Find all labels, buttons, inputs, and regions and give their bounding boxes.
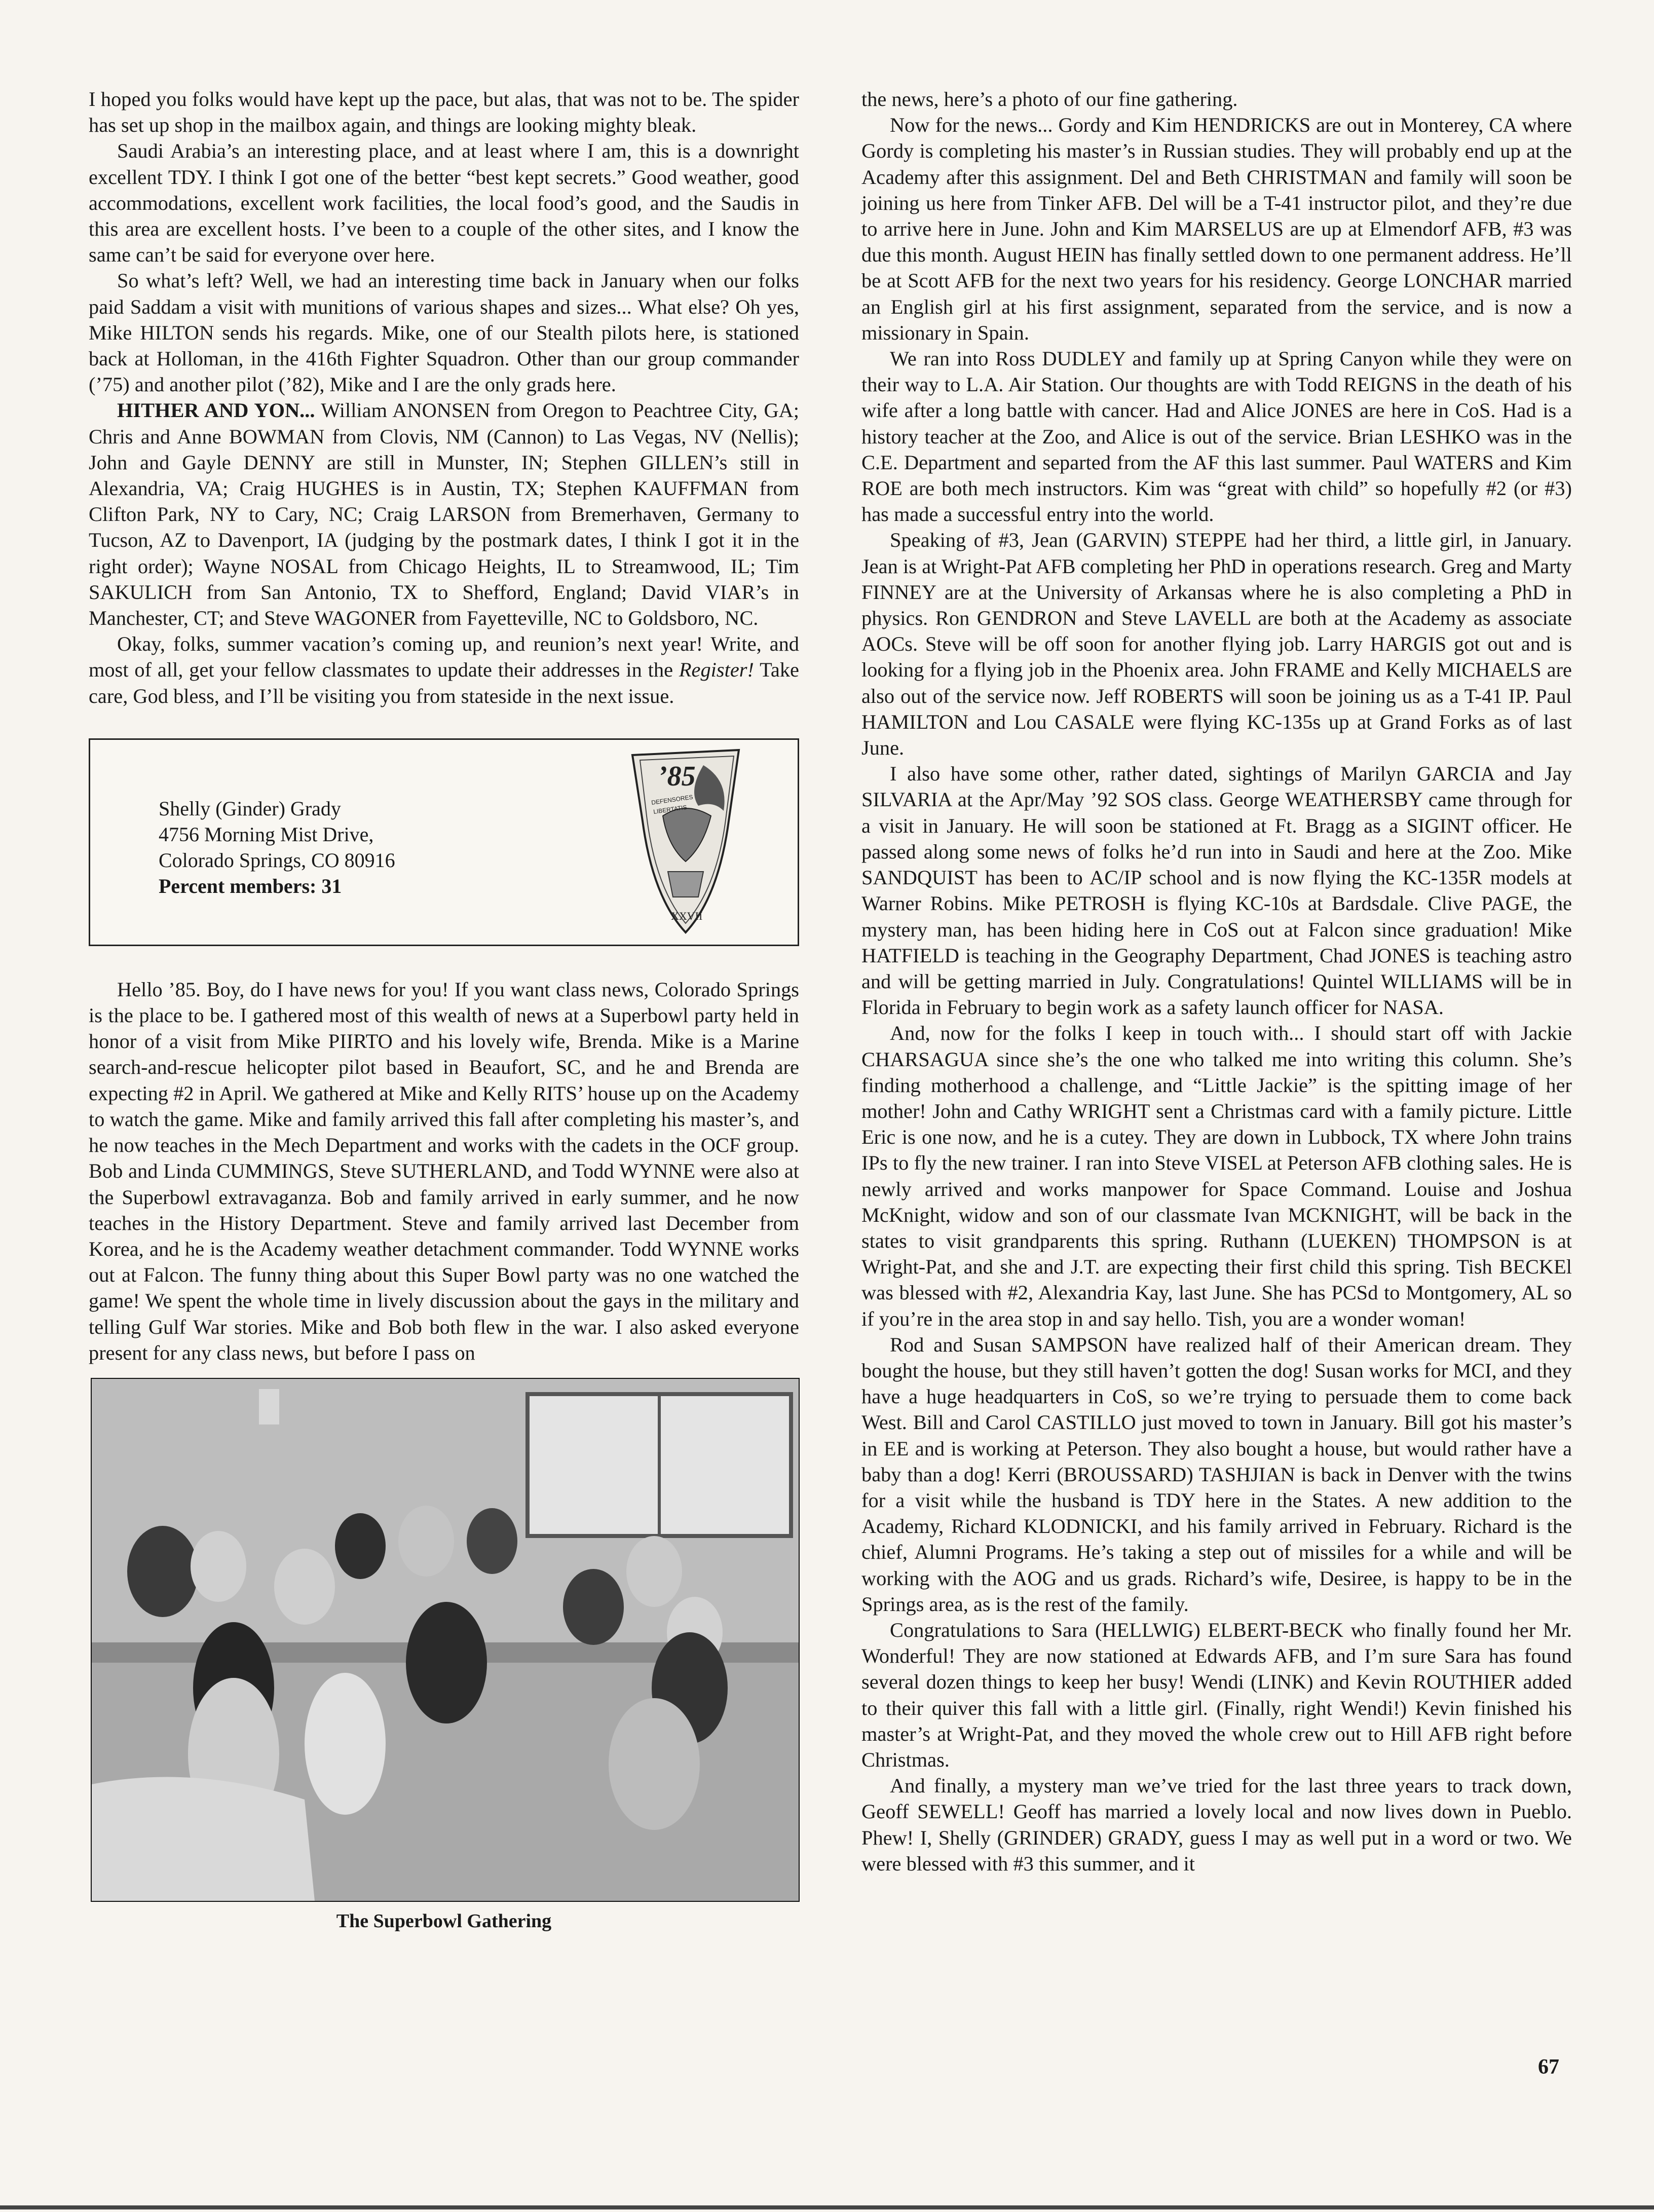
paragraph: Hello ’85. Boy, do I have news for you! If you want class news, Colorado Springs is the place to be. I gathered most of this wealth of news at a Superbowl party held in honor of a visit from Mike PIIRTO and his lovely wife, Brenda. Mike is a Marine search-and-rescue helicopter pilot based in Beaufort, SC, and he and Brenda are expecting #2 in April. We gathered at Mike and Kelly RITS’ house up on the Academy to watch the game. Mike and family arrived this fall after completing his master’s, and he now teaches in the Mech Department and works with the cadets in the OCF group. Bob and Linda CUMMINGS, Steve SUTHERLAND, and Todd WYNNE were also at the Superbowl extravaganza. Bob and family arrived in early summer, and he now teaches in the History Department. Steve and family arrived last December from Korea, and he is the Academy weather detachment commander. Todd WYNNE works out at Falcon. The funny thing about this Super Bowl party was no one watched the game! We spent the whole time in lively discussion about the gays in the military and telling Gulf War stories. Mike and Bob both flew in the war. I also asked everyone present for any class news, but before I pass on bbox=[89, 978, 799, 1364]
right-column bbox=[861, 86, 1572, 1877]
paragraph: Speaking of #3, Jean (GARVIN) STEPPE had her third, a little girl, in January. Jean is at Wright-Pat AFB completing her PhD in operations research. Greg and Marty FINNEY are at the University of Arkansas where he is also completing a PhD in physics. Ron GENDRON and Steve LAVELL are both at the Academy as associate AOCs. Steve will be off soon for another flying job. Larry HARGIS got out and is looking for a flying job in the Phoenix area. John FRAME and Kelly MICHAELS are also out of the service now. Jeff ROBERTS will soon be joining us as a T-41 IP. Paul HAMILTON and Lou CASALE were flying KC-135s up at Grand Forks as of last June. bbox=[861, 529, 1572, 760]
contact-name: Shelly (Ginder) Grady bbox=[159, 797, 341, 820]
closing-text: Okay, folks, summer vacation’s coming up, and reunion’s next year! Write, and most of all, get your fellow classmates to update their addresses in the bbox=[89, 632, 799, 682]
contact-address bbox=[159, 796, 395, 899]
paragraph: I hoped you folks would have kept up the pace, but alas, that was not to be. The spider has set up shop in the mailbox again, and things are looking mighty bleak. bbox=[89, 88, 799, 137]
hither-and-yon-heading: HITHER AND YON... bbox=[117, 399, 315, 422]
photo-caption: The Superbowl Gathering bbox=[336, 1910, 552, 1932]
paragraph: I also have some other, rather dated, sightings of Marilyn GARCIA and Jay SILVARIA at the Apr/May ’92 SOS class. George WEATHERSBY came through for a visit in January. He will soon be stationed at Ft. Bragg as a SIGINT officer. He passed along some news of folks he’d run into in Saudi and here at the Zoo. Mike SANDQUIST has been to AC/IP school and is now flying the KC-135R models at Warner Robins. Mike PETROSH is flying KC-10s at Bardsdale. Clive PAGE, the mystery man, has been hiding here in CoS out at Falcon since graduation! Mike HATFIELD is teaching in the Geography Department, Chad JONES is teaching astro and will be getting married in July. Congratulations! Quintel WILLIAMS will be in Florida in February to begin work as a safety launch officer for NASA. bbox=[861, 762, 1572, 1019]
register-title: Register! bbox=[679, 658, 754, 682]
paragraph: the news, here’s a photo of our fine gathering. bbox=[861, 88, 1238, 110]
class-crest-icon bbox=[627, 745, 744, 938]
crest-motto-b: LIBERTATIS bbox=[653, 803, 688, 815]
paragraph: Now for the news... Gordy and Kim HENDRICKS are out in Monterey, CA where Gordy is completing his master’s in Russian studies. They will probably end up at the Academy after this assignment. Del and Beth CHRISTMAN and family will soon be joining us here from Tinker AFB. Del will be a T-41 instructor pilot, and they’re due to arrive here in June. John and Kim MARSELUS are up at Elmendorf AFB, #3 was due this month. August HEIN has finally settled down to one permanent address. He’ll be at Scott AFB for the next two years for his residency. George LONCHAR married an English girl at his first assignment, separated from the service, and is now a missionary in Spain. bbox=[861, 114, 1572, 344]
crest-year: ’85 bbox=[658, 760, 696, 792]
closing-text-end: Take care, God bless, and I’ll be visiting you from stateside in the next issue. bbox=[89, 658, 799, 707]
hither-and-yon-body: William ANONSEN from Oregon to Peachtree City, GA; Chris and Anne BOWMAN from Clovis, NM (Cannon) to Las Vegas, NV (Nellis); John and Gayle DENNY are still in Munster, IN; Stephen GILLEN’s still in Alexandria, VA; Craig HUGHES is in Austin, TX; Stephen KAUFFMAN from Clifton Park, NY to Cary, NC; Craig LARSON from Bremerhaven, Germany to Tucson, AZ to Davenport, IA (judging by the postmark dates, I think I got it in the right order); Wayne NOSAL from Chicago Heights, IL to Streamwood, IL; Tim SAKULICH from San Antonio, TX to Shefford, England; David VIAR’s in Manchester, CT; and Steve WAGONER from Fayetteville, NC to Goldsboro, NC. bbox=[89, 399, 800, 630]
paragraph: So what’s left? Well, we had an interesting time back in January when our folks paid Saddam a visit with munitions of various shapes and sizes... What else? Oh yes, Mike HILTON sends his regards. Mike, one of our Stealth pilots here, is stationed back at Holloman, in the 416th Fighter Squadron. Other than our group commander (’75) and another pilot (’82), Mike and I are the only grads here. bbox=[89, 269, 799, 396]
crest-motto-a: DEFENSORES bbox=[651, 793, 694, 806]
paragraph: And, now for the folks I keep in touch with... I should start off with Jackie CHARSAGUA since she’s the one who talked me into writing this column. She’s finding motherhood a challenge, and “Little Jackie” is the spitting image of her mother! John and Cathy WRIGHT sent a Christmas card with a family picture. Little Eric is one now, and he is a cutey. They are down in Lubbock, TX where John trains IPs to fly the new trainer. I ran into Steve VISEL at Peterson AFB clothing sales. He is newly arrived and works manpower for Space Command. Louise and Joshua McKnight, widow and son of our classmate Ivan MCKNIGHT, will be back in the states to visit grandparents this spring. Ruthann (LUEKEN) THOMPSON is at Wright-Pat, and she and J.T. are expecting their first child this spring. Tish BECKEl was blessed with #2, Alexandria Kay, last June. She has PCSd to Montgomery, AL so if you’re in the area stop in and say hello. Tish, you are a wonder woman! bbox=[861, 1022, 1572, 1330]
paragraph: And finally, a mystery man we’ve tried for the last three years to track down, Geoff SEWELL! Geoff has married a lovely local and now lives down in Pueblo. Phew! I, Shelly (GRINDER) GRADY, guess I may as well put in a word or two. We were blessed with #3 this summer, and it bbox=[861, 1774, 1572, 1875]
paragraph: Saudi Arabia’s an interesting place, and at least where I am, this is a downright excellent TDY. I think I got one of the better “best kept secrets.” Good weather, good accommodations, excellent work facilities, the local food’s good, and the Saudis in this area are excellent hosts. I’ve been to a couple of the other sites, and I know the same can’t be said for everyone over here. bbox=[89, 139, 799, 267]
page-number: 67 bbox=[1538, 2055, 1559, 2079]
photo-figure bbox=[89, 1378, 799, 1933]
superbowl-gathering-photo bbox=[91, 1378, 800, 1902]
contact-city: Colorado Springs, CO 80916 bbox=[159, 848, 395, 872]
paragraph: Congratulations to Sara (HELLWIG) ELBERT-BECK who finally found her Mr. Wonderful! They are now stationed at Edwards AFB, and I’m sure Sara has found several dozen things to keep her busy! Wendi (LINK) and Kevin ROUTHIER added to their quiver this fall with a little girl. (Finally, right Wendi!) Kevin finished his master’s at Wright-Pat, and they moved the whole crew out to Hill AFB right before Christmas. bbox=[861, 1618, 1572, 1771]
left-column bbox=[89, 86, 799, 1933]
class-secretary-contact-box bbox=[89, 738, 799, 946]
hither-and-yon-paragraph bbox=[89, 397, 799, 631]
closing-paragraph bbox=[89, 631, 799, 709]
crest-roman: XXVII bbox=[671, 909, 703, 922]
contact-street: 4756 Morning Mist Drive, bbox=[159, 822, 374, 846]
paragraph: Rod and Susan SAMPSON have realized half of their American dream. They bought the house, but they still haven’t gotten the dog! Susan works for MCI, and they have a huge headquarters in CoS, so we’re trying to persuade them to come back West. Bill and Carol CASTILLO just moved to town in January. Bill got his master’s in EE and is working at Peterson. They also bought a house, but would rather have a baby than a dog! Kerri (BROUSSARD) TASHJIAN is back in Denver with the twins for a visit while the husband is TDY here in the States. A new addition to the Academy, Richard KLODNICKI, and his family arrived in February. Richard is the chief, Alumni Programs. He’s taking a step out of missiles for a while and will be working with the AOG and us grads. Richard’s wife, Desiree, is happy to be in the Springs area, as is the rest of the family. bbox=[861, 1333, 1572, 1616]
percent-members: Percent members: 31 bbox=[159, 874, 342, 897]
bottom-rule bbox=[0, 2205, 1654, 2209]
paragraph: We ran into Ross DUDLEY and family up at Spring Canyon while they were on their way to L.A. Air Station. Our thoughts are with Todd REIGNS in the death of his wife after a long battle with cancer. Had and Alice JONES are here in CoS. Had is a history teacher at the Zoo, and Alice is out of the service. Brian LESHKO was in the C.E. Department and separted from the AF this last summer. Paul WATERS and Kim ROE are both mech instructors. Kim was “great with child” so hopefully #2 (or #3) has made a successful entry into the world. bbox=[861, 347, 1572, 526]
